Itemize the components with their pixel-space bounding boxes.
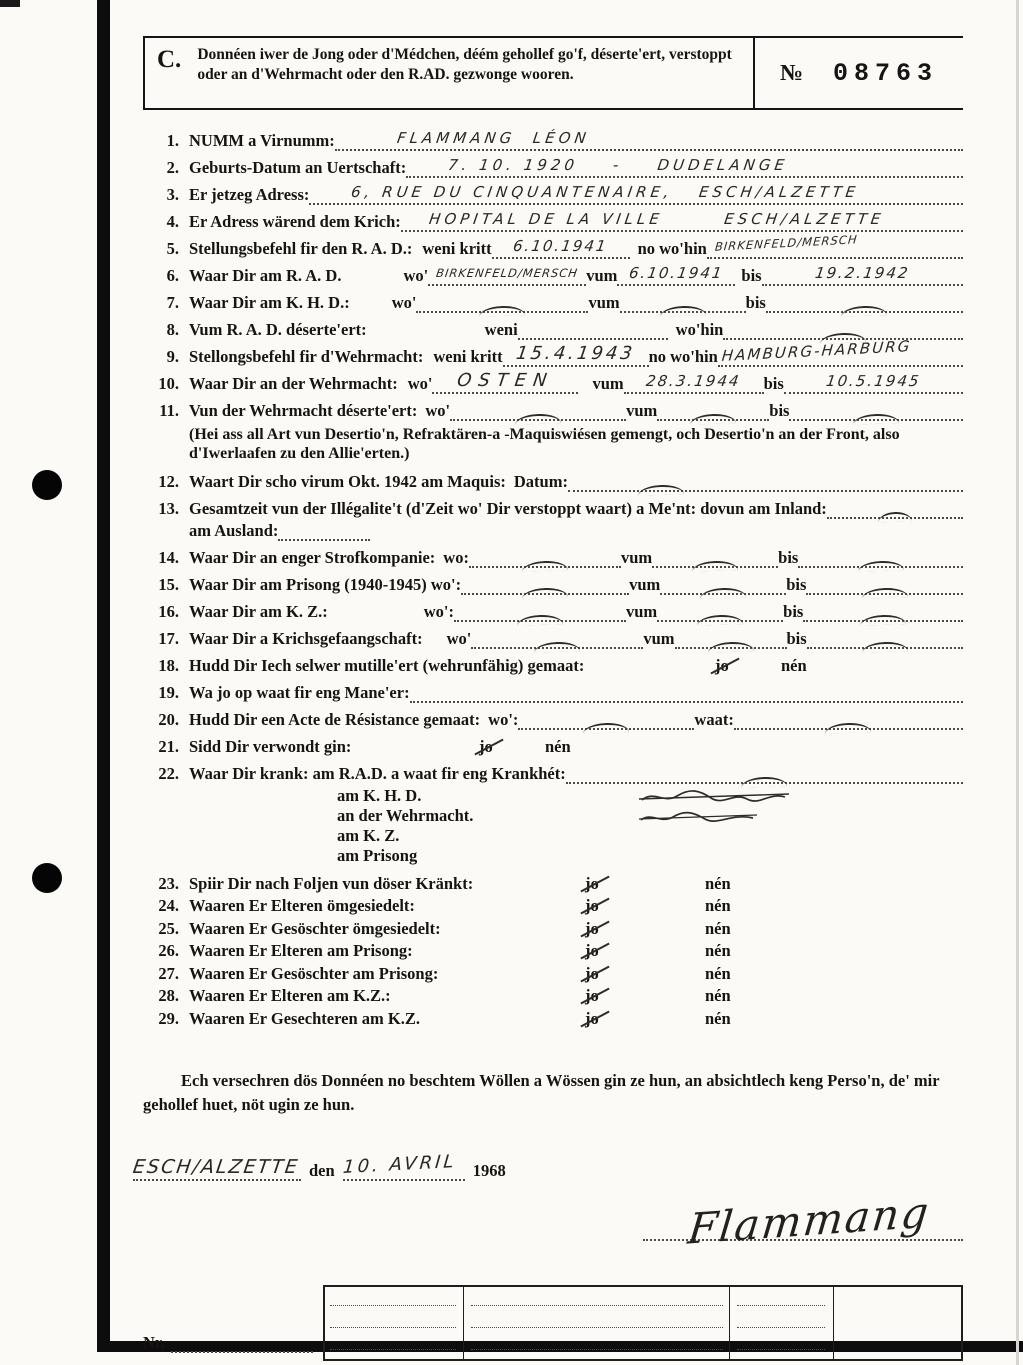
handwritten-place: BIRKENFELD/MERSCH [714, 232, 859, 254]
vum-label: vum [625, 601, 658, 621]
no-wohin-label: no wo'hin [648, 347, 718, 366]
dotted-field [827, 499, 963, 519]
item-label: Waaren Er Gesöschter am Prisong: [189, 963, 439, 983]
item-number: 4. [166, 212, 179, 231]
wo-label: wo: [443, 547, 469, 567]
handwritten-dash-mark [659, 305, 705, 317]
handwritten-date: 6.10.1941 [512, 237, 610, 255]
jo-option-crossed: jo [585, 896, 599, 916]
table-divider [463, 1287, 465, 1359]
bis-label: bis [783, 601, 804, 621]
item-label: NUMM a Virnumm: [189, 131, 335, 150]
nen-option: nén [545, 736, 571, 756]
item-number: 20. [158, 709, 179, 729]
dotted-field [309, 185, 963, 205]
dotted-field [454, 602, 626, 622]
form-item-9 [143, 337, 963, 367]
handwritten-date: 10. AVRIL [341, 1150, 458, 1178]
handwritten-war-address: HOPITAL DE LA VILLE ESCH/ALZETTE [427, 210, 886, 228]
dotted-field [566, 764, 963, 784]
item-number: 23. [158, 873, 179, 893]
handwritten-scribble-mark [639, 788, 789, 806]
sub-label: am K. H. D. [337, 785, 422, 805]
form-item-23 [143, 874, 963, 894]
wo-label: wo': [423, 601, 454, 621]
form-item-27 [143, 964, 963, 984]
form-item-15 [143, 575, 963, 595]
table-divider [729, 1287, 731, 1359]
weni-label: weni [484, 320, 518, 339]
handwritten-dash-mark [479, 305, 525, 317]
dotted-field [568, 472, 963, 492]
item-label: Wa jo op waat fir eng Mane'er: [189, 682, 410, 702]
item-label: Waar Dir krank: am R.A.D. a waat fir eng Krankhét: [189, 763, 566, 783]
hole-punch-bottom [32, 863, 62, 893]
item-number: 21. [158, 736, 179, 756]
dotted-field [617, 266, 735, 286]
form-item-5 [143, 232, 963, 259]
dotted-field [406, 158, 963, 178]
jo-option-crossed: jo [479, 736, 493, 756]
scan-corner-mark [0, 0, 20, 7]
sub-label: an der Wehrmacht. [337, 805, 474, 825]
form-item-6 [143, 266, 963, 286]
handwritten-dash-mark [583, 722, 629, 734]
item-label: Waaren Er Elteren am K.Z.: [189, 986, 391, 1006]
form-item-7 [143, 293, 963, 313]
section-description: Donnéen iwer de Jong oder d'Médchen, déém gehollef go'f, déserte'ert, verstoppt oder an d'Wehrmacht oder den R.AD. gezwonge wooren. [197, 46, 732, 84]
dotted-field [657, 602, 783, 622]
form-item-19 [143, 683, 963, 703]
table-dotted-row [471, 1305, 723, 1306]
wo-label: wo' [425, 401, 451, 420]
item-label: Waar Dir a Krichsgefaangschaft: [189, 628, 423, 648]
item-11-note: (Hei ass all Art vun Desertio'n, Refraktären-a -Maquiswiésen gemengt, och Desertio'n an der Front, also d'Iwerlaafen zu den Allie'erten.) [189, 426, 900, 462]
numero-sign: № [779, 60, 804, 85]
dotted-field [416, 293, 588, 313]
handwritten-dash-mark [700, 587, 746, 599]
item-number: 12. [158, 471, 179, 491]
sub-label: am Prisong [337, 845, 418, 865]
form-item-4 [143, 212, 963, 232]
nen-option: nén [781, 655, 807, 675]
dotted-field [278, 521, 370, 541]
wohin-label: wo'hin [675, 320, 724, 339]
jo-option-crossed: jo [715, 655, 729, 675]
handwritten-place: HAMBURG-HARBURG [720, 337, 913, 365]
table-divider [833, 1287, 835, 1359]
date-field [341, 1150, 465, 1181]
handwritten-date: 15.4.1943 [514, 343, 637, 364]
form-serial-number: 08763 [833, 58, 939, 88]
vum-label: vum [620, 547, 653, 567]
dotted-field [401, 212, 963, 232]
form-item-8 [143, 320, 963, 340]
nen-option: nén [705, 873, 731, 893]
form-item-1 [143, 131, 963, 151]
den-label: den [309, 1160, 335, 1180]
jo-option-crossed: jo [585, 873, 599, 893]
table-dotted-row [471, 1327, 723, 1328]
weni-kritt-label: weni kritt [433, 347, 503, 366]
dotted-field [469, 548, 621, 568]
page-left-edge-bar [97, 0, 110, 1352]
nen-option: nén [705, 1008, 731, 1028]
dotted-field [707, 232, 963, 259]
item-number: 14. [158, 547, 179, 567]
dotted-field [518, 710, 694, 730]
handwritten-birthdata: 7. 10. 1920 - DUDELANGE [447, 156, 790, 174]
form-item-29 [143, 1009, 963, 1029]
form-item-13-line2 [189, 521, 963, 541]
dotted-field [734, 710, 963, 730]
bis-label: bis [769, 401, 790, 420]
item-label: Waart Dir scho virum Okt. 1942 am Maquis: [189, 471, 506, 491]
dotted-field [803, 602, 963, 622]
waat-label: waat: [694, 709, 734, 729]
dotted-field [766, 293, 963, 313]
form-item-2 [143, 158, 963, 178]
dotted-field [518, 320, 668, 340]
item-number: 29. [158, 1008, 179, 1028]
handwritten-dash-mark [522, 560, 568, 572]
jo-option-crossed: jo [585, 1008, 599, 1028]
year-label: 1968 [472, 1160, 506, 1180]
dotted-field [450, 401, 626, 421]
form-item-11 [143, 401, 963, 421]
item-22-sub-khd [337, 787, 963, 806]
signature-area [143, 1186, 963, 1254]
dotted-field [784, 374, 963, 394]
form-item-21 [143, 737, 963, 757]
item-number: 19. [158, 682, 179, 702]
handwritten-dash-mark [853, 413, 899, 425]
item-22-sub-wehrmacht [337, 807, 963, 826]
bis-label: bis [745, 293, 766, 312]
form-item-17 [143, 629, 963, 649]
datum-label: Datum: [513, 471, 568, 491]
place-field [133, 1155, 301, 1181]
item-label: Spiir Dir nach Foljen vun döser Kränkt: [189, 873, 474, 893]
item-number: 15. [158, 574, 179, 594]
handwritten-place: BIRKENFELD/MERSCH [435, 266, 580, 280]
item-label: Er Adress wärend dem Krich: [189, 212, 401, 231]
item-number: 22. [158, 763, 179, 783]
handwritten-place: ESCH/ALZETTE [131, 1155, 301, 1178]
item-label: Hudd Dir Iech selwer mutille'ert (wehrunfähig) gemaat: [189, 655, 585, 675]
item-label: Waar Dir am K. H. D.: [189, 293, 350, 312]
item-number: 10. [158, 374, 179, 393]
vum-label: vum [643, 628, 675, 648]
item-label: Waaren Er Gesechteren am K.Z. [189, 1008, 420, 1028]
jo-option-crossed: jo [585, 963, 599, 983]
handwritten-dash-mark [522, 587, 568, 599]
form-content [131, 36, 963, 1361]
bis-label: bis [778, 547, 799, 567]
item-number: 28. [158, 986, 179, 1006]
handwritten-dash-mark [692, 560, 738, 572]
dotted-field [461, 575, 629, 595]
item-number: 3. [166, 185, 179, 204]
item-label: Stellungsbefehl fir den R. A. D.: [189, 239, 413, 258]
dotted-field [410, 683, 963, 703]
form-item-3 [143, 185, 963, 205]
item-label: Waar Dir an der Wehrmacht: [189, 374, 398, 393]
handwritten-dash-mark [825, 722, 871, 734]
item-label: Vun der Wehrmacht déserte'ert: [189, 401, 418, 420]
item-number: 9. [166, 347, 179, 366]
item-number: 16. [158, 601, 179, 621]
form-item-10 [143, 370, 963, 394]
form-item-12 [143, 472, 963, 492]
vum-label: vum [586, 266, 618, 285]
table-dotted-row [471, 1349, 723, 1350]
item-number: 13. [158, 498, 179, 518]
jo-option-crossed: jo [585, 941, 599, 961]
handwritten-dash-mark [841, 305, 887, 317]
nen-option: nén [705, 986, 731, 1006]
table-dotted-row [330, 1305, 456, 1306]
dotted-field [503, 343, 649, 367]
item-label: Waaren Er Gesöschter ömgesiedelt: [189, 918, 441, 938]
item-label: Waar Dir am Prisong (1940-1945) wo': [189, 574, 462, 594]
dotted-field [624, 374, 764, 394]
nen-option: nén [705, 963, 731, 983]
item-label: Vum R. A. D. déserte'ert: [189, 320, 367, 339]
wo-label: wo' [403, 266, 429, 285]
dotted-field [471, 629, 643, 649]
handwritten-place: OSTEN [455, 370, 556, 391]
table-dotted-row [330, 1327, 456, 1328]
no-wohin-label: no wo'hin [637, 239, 707, 258]
item-label: Geburts-Datum an Uertschaft: [189, 158, 407, 177]
dotted-field [492, 239, 630, 259]
item-label: Waaren Er Elteren am Prisong: [189, 941, 413, 961]
form-item-24 [143, 896, 963, 916]
table-dotted-row [330, 1349, 456, 1350]
item-number: 5. [166, 239, 179, 258]
wo-label: wo': [488, 709, 519, 729]
jo-option-crossed: jo [585, 918, 599, 938]
dotted-field [620, 293, 746, 313]
handwritten-date-from: 28.3.1944 [645, 372, 743, 390]
handwritten-dash-mark [860, 614, 906, 626]
item-number: 17. [158, 628, 179, 648]
handwritten-dash-mark [857, 560, 903, 572]
handwritten-date-from: 6.10.1941 [628, 264, 725, 282]
item-number: 11. [159, 401, 179, 420]
dotted-field [660, 575, 786, 595]
handwritten-scribble-mark [639, 810, 757, 826]
item-label: Er jetzeg Adress: [189, 185, 310, 204]
item-label: Gesamtzeit vun der Illégalite't (d'Zeit wo' Dir verstoppt waart) a Me'nt: dovun am Inland: [189, 498, 827, 518]
handwritten-dash-mark [697, 614, 743, 626]
dotted-field [807, 629, 963, 649]
dotted-field [806, 575, 963, 595]
page-right-edge-shadow [1016, 0, 1019, 1365]
item-label: Hudd Dir een Acte de Résistance gemaat: [189, 709, 481, 729]
form-item-20 [143, 710, 963, 730]
handwritten-dash-mark [515, 413, 561, 425]
dotted-field [723, 320, 963, 340]
bis-label: bis [741, 266, 762, 285]
form-item-14 [143, 548, 963, 568]
form-item-25 [143, 919, 963, 939]
handwritten-dash-mark [690, 413, 736, 425]
dotted-field [657, 401, 769, 421]
form-item-16 [143, 602, 963, 622]
form-number-area [755, 38, 963, 108]
item-label: Waar Dir am K. Z.: [189, 601, 328, 621]
bis-label: bis [786, 628, 807, 648]
vum-label: vum [626, 401, 658, 420]
handwritten-name: FLAMMANG LÉON [395, 129, 591, 147]
declaration-text: Ech versechren dös Donnéen no beschtem Wöllen a Wössen gin ze hun, an absichtlech keng Perso'n, de' mir gehollef huet, nöt ugin ze hun. [143, 1070, 940, 1114]
vum-label: vum [588, 293, 620, 312]
form-item-18 [143, 656, 963, 676]
vum-label: vum [629, 574, 661, 594]
handwritten-dash-mark [534, 641, 580, 653]
dotted-field [762, 266, 963, 286]
form-header [143, 36, 963, 110]
hole-punch-top [32, 470, 62, 500]
nen-option: nén [705, 918, 731, 938]
item-number: 7. [166, 293, 179, 312]
vum-label: vum [592, 374, 624, 393]
table-dotted-row [737, 1305, 825, 1306]
item-22-sub-kz [337, 827, 963, 846]
handwritten-date-to: 10.5.1945 [825, 372, 922, 390]
section-letter: C. [157, 46, 182, 73]
item-label: Sidd Dir verwondt gin: [189, 736, 352, 756]
dotted-field [335, 131, 963, 151]
item-22-sub-prisong [337, 847, 963, 866]
item-label: Waar Dir am R. A. D. [189, 266, 342, 285]
form-items [143, 131, 963, 1029]
signature: Flammang [685, 1186, 933, 1254]
ausland-label: am Ausland: [189, 520, 279, 540]
item-number: 1. [166, 131, 179, 150]
handwritten-date-to: 19.2.1942 [814, 264, 911, 282]
item-number: 6. [166, 266, 179, 285]
dotted-field [652, 548, 778, 568]
dotted-field [798, 548, 963, 568]
item-label: Waaren Er Elteren ömgesiedelt: [189, 896, 415, 916]
item-number: 25. [158, 918, 179, 938]
nr-label: Nr. [143, 1332, 165, 1352]
form-item-26 [143, 941, 963, 961]
registry-footer [143, 1285, 963, 1361]
wo-label: wo' [446, 628, 472, 648]
dotted-field [432, 370, 578, 394]
item-label: Stellongsbefehl fir d'Wehrmacht: [189, 347, 424, 366]
sub-label: am K. Z. [337, 825, 400, 845]
dotted-field [675, 629, 787, 649]
dotted-field [789, 401, 963, 421]
handwritten-dash-mark [862, 587, 908, 599]
handwritten-dash-mark [862, 641, 908, 653]
form-item-13 [143, 499, 963, 519]
nen-option: nén [705, 896, 731, 916]
place-date-line [131, 1150, 963, 1181]
table-dotted-row [737, 1349, 825, 1350]
nr-dotted-line [171, 1333, 313, 1353]
wo-label: wo' [391, 293, 417, 312]
handwritten-dash-mark [517, 614, 563, 626]
handwritten-dash-mark [638, 484, 684, 496]
item-number: 26. [158, 941, 179, 961]
bis-label: bis [763, 374, 784, 393]
item-number: 8. [166, 320, 179, 339]
bis-label: bis [786, 574, 807, 594]
weni-kritt-label: weni kritt [422, 239, 492, 258]
jo-option-crossed: jo [585, 986, 599, 1006]
item-number: 18. [158, 655, 179, 675]
form-item-22 [143, 764, 963, 784]
section-box [143, 38, 755, 108]
registry-table [323, 1285, 963, 1361]
nen-option: nén [705, 941, 731, 961]
item-label: Waar Dir an enger Strofkompanie: [189, 547, 436, 567]
item-number: 24. [158, 896, 179, 916]
item-number: 27. [158, 963, 179, 983]
handwritten-dash-mark [707, 641, 753, 653]
handwritten-address: 6, RUE DU CINQUANTENAIRE, ESCH/ALZETTE [350, 183, 861, 201]
dotted-field [428, 266, 586, 286]
wo-label: wo' [407, 374, 433, 393]
dotted-field [718, 337, 963, 367]
item-number: 2. [166, 158, 179, 177]
table-dotted-row [737, 1327, 825, 1328]
form-item-28 [143, 986, 963, 1006]
